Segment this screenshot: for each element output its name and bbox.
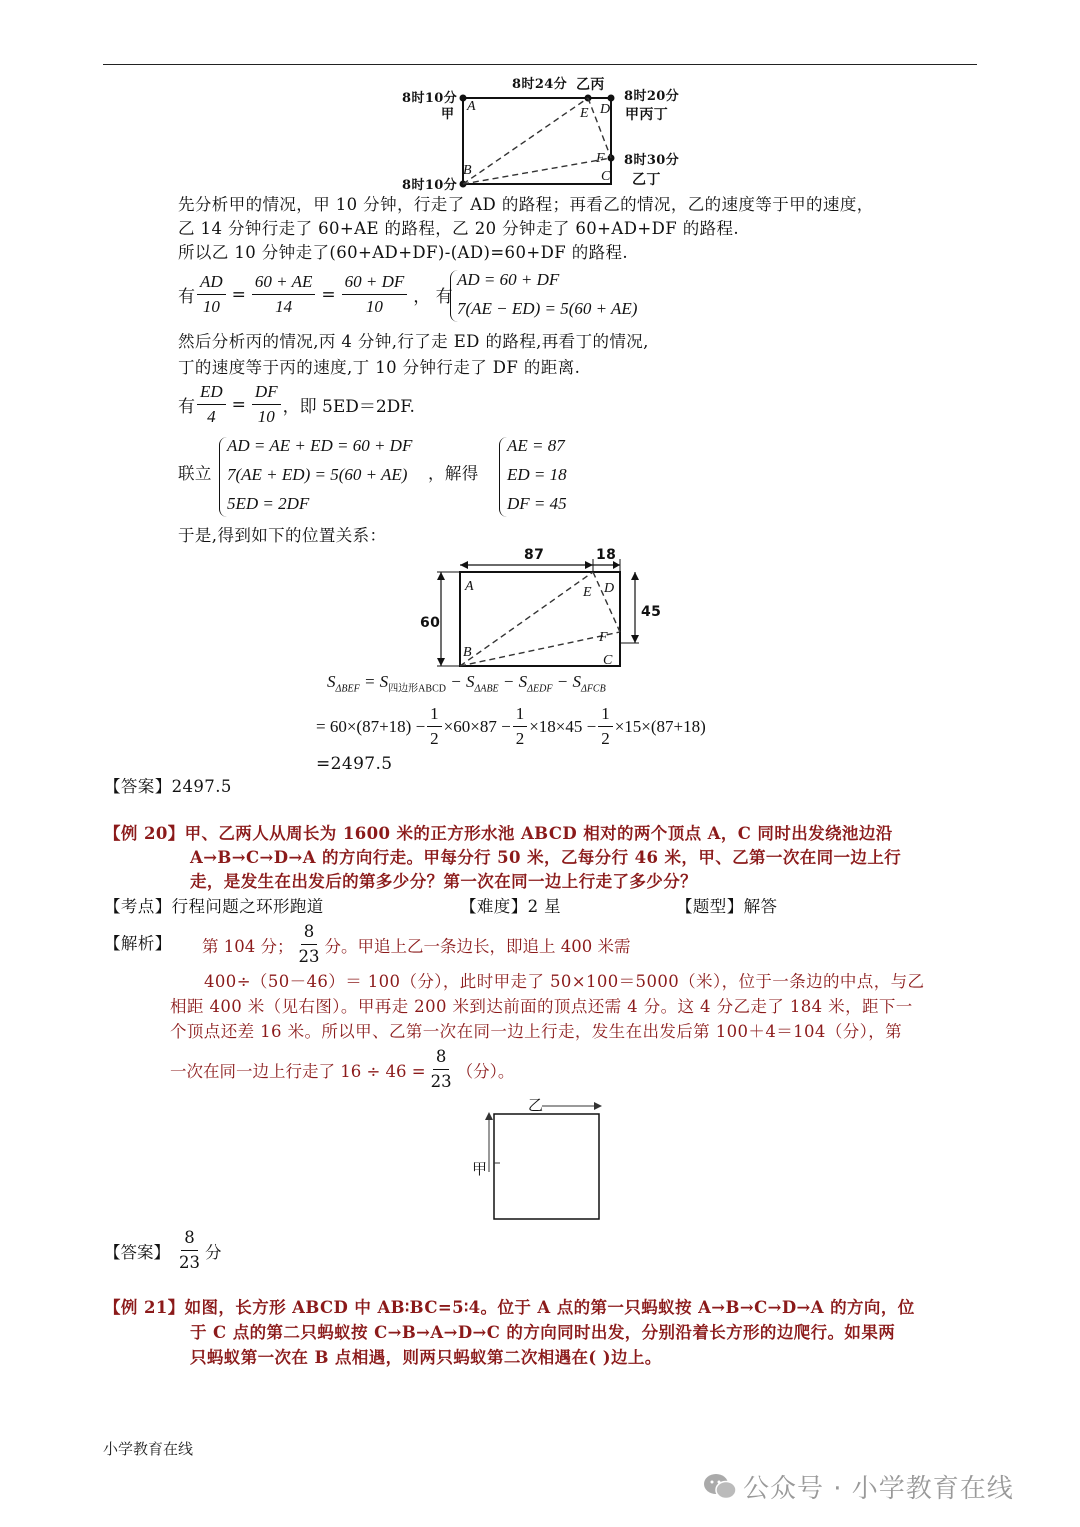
jiexi-line1: 400÷（50－46）＝ 100（分），此时甲走了 50×100＝5000（米），位于一条边的中点，与乙 (204, 972, 925, 991)
ex21-line1 (104, 1297, 915, 1319)
system-1 (457, 265, 637, 323)
dim-18: 18 (596, 547, 617, 563)
frac-num: 8 (433, 1045, 450, 1070)
you-label: 有 (178, 397, 195, 417)
jiexi-head-a: 第 104 分； (202, 936, 294, 956)
frac-num: DF (252, 380, 281, 405)
frac-num: 8 (181, 1226, 198, 1251)
ex21-line2: 于 C 点的第二只蚂蚁按 C→B→A→D→C 的方向同时出发，分别沿着长方形的边爬行。如果两 (190, 1323, 896, 1342)
half-num: 1 (598, 702, 613, 727)
frac-den: 23 (298, 947, 320, 966)
answer-label: 【答案】 (104, 1242, 170, 1262)
area-term-b: ×60×87 − (443, 716, 511, 736)
point-f-2: F (599, 630, 608, 645)
ex20-line3: 走，是发生在出发后的第多少分？第一次在同一边上行走了多少分？ (190, 872, 697, 891)
frac-num: AD (197, 270, 226, 295)
minus-s: − S (502, 672, 528, 691)
time-label-d: 8时20分 (624, 89, 680, 104)
system-2-line2: 7(AE + ED) = 5(60 + AE) (227, 465, 408, 484)
person-label-c: 乙丁 (632, 172, 661, 188)
frac-den: 4 (207, 407, 216, 426)
point-f: F (596, 151, 605, 166)
jiexi-head-b: 分。甲追上乙一条边长，即追上 400 米需 (324, 936, 631, 956)
system-2-line3: 5ED = 2DF (227, 494, 310, 513)
nandu: 【难度】2 星 (460, 897, 562, 916)
half-num: 1 (513, 702, 528, 727)
frac-num: 60 + AE (252, 270, 315, 295)
minus-s: − S (556, 672, 581, 691)
person-label-top: 乙丙 (576, 77, 605, 93)
point-e-2: E (583, 585, 592, 600)
time-label-a: 8时10分 (402, 91, 458, 106)
time-label-b: 8时10分 (402, 178, 458, 193)
para3: 于是,得到如下的位置关系： (178, 526, 387, 545)
area-eq: = S (363, 672, 389, 691)
para1-line2: 乙 14 分钟行走了 60+AE 的路程，乙 20 分钟走了 60+AD+DF 的路程. (178, 219, 740, 238)
result-df: DF = 45 (507, 494, 567, 513)
jiexi-line3: 个顶点还差 16 米。所以甲、乙第一次在同一边上行走，发生在出发后第 100＋4＝104（分），第 (170, 1022, 903, 1041)
top-rule (103, 64, 977, 65)
wechat-icon (703, 1472, 737, 1502)
time-label-f: 8时30分 (624, 153, 680, 168)
you-label-2: ， 有 (413, 287, 453, 307)
area-term-a: = 60×(87+18) − (316, 716, 426, 736)
kaodian: 【考点】行程问题之环形跑道 (104, 897, 324, 916)
point-b-2: B (463, 645, 472, 660)
para2-line1: 然后分析丙的情况,丙 4 分钟,行了走 ED 的路程,再看丁的情况, (178, 332, 649, 351)
point-a: A (467, 99, 476, 114)
sub-edf: ΔEDF (527, 683, 553, 695)
para1-line3: 所以乙 10 分钟走了(60+AD+DF)-(AD)=60+DF 的路程. (178, 243, 629, 262)
example-tag: 【例 20】 (104, 824, 185, 843)
system-2-line1: AD = AE + ED = 60 + DF (227, 436, 413, 455)
jiexi-head (202, 920, 630, 969)
frac-num: 8 (301, 920, 318, 945)
sub-abcd: 四边形ABCD (388, 683, 446, 695)
point-b: B (463, 163, 472, 178)
point-c: C (601, 169, 611, 184)
time-label-top: 8时24分 (512, 77, 568, 92)
equation-ratio: 有 $\frac{AD}{10}$ = $\frac{60 + AE}{14}$ = $\frac{60 + DF}{10}$ ， 有 (178, 270, 453, 319)
ex20-line1 (104, 823, 893, 845)
half-den: 2 (515, 729, 525, 748)
ex20-line2: A→B→C→D→A 的方向行走。甲每分行 50 米，乙每分行 46 米，甲、乙第一次在同一边上行 (190, 848, 902, 867)
answer-label: 【答案】 (104, 777, 172, 796)
jiexi-line4 (170, 1045, 514, 1094)
jiexi-line4b: （分）。 (456, 1061, 515, 1081)
diagram-rectangle-dimensions (415, 545, 675, 675)
frac-den: 14 (275, 297, 293, 316)
half-den: 2 (601, 729, 610, 748)
answer1 (104, 776, 232, 798)
half-num: 1 (427, 702, 442, 727)
result-ed: ED = 18 (507, 465, 567, 484)
point-e: E (580, 106, 589, 121)
watermark: 公众号 · 小学教育在线 (743, 1474, 1014, 1504)
person-label-a: 甲 (441, 107, 455, 122)
ex21-text1: 如图，长方形 ABCD 中 AB∶BC=5∶4。位于 A 点的第一只蚂蚁按 A→B→C→D→A 的方向，位 (184, 1298, 915, 1317)
answer-unit: 分 (205, 1242, 222, 1262)
dim-45: 45 (641, 604, 662, 620)
jiede-label: ，解得 (428, 464, 479, 483)
area-line1 (327, 672, 606, 694)
sub-bef: ΔBEF (335, 683, 360, 695)
sub-fcb: ΔFCB (580, 683, 606, 695)
point-d: D (600, 102, 611, 117)
area-line2 (316, 702, 706, 751)
answer2 (104, 1226, 222, 1275)
you-label: 有 (178, 287, 195, 307)
dim-60: 60 (420, 615, 441, 631)
jiexi-line4a: 一次在同一边上行走了 16 ÷ 46 = (170, 1061, 426, 1081)
point-d-2: D (604, 581, 615, 596)
label-jia: 甲 (472, 1160, 488, 1178)
answer-value: 2497.5 (171, 777, 232, 796)
footer: 小学教育在线 (103, 1440, 194, 1458)
area-term-c: ×18×45 − (529, 716, 597, 736)
equation-ed-df: 有 $\frac{ED}{4}$ = $\frac{DF}{10}$ ，即 5ED＝2DF. (178, 380, 415, 429)
area-term-d: ×15×(87+18) (614, 716, 706, 736)
ex21-line3: 只蚂蚁第一次在 B 点相遇，则两只蚂蚁第二次相遇在( )边上。 (190, 1348, 662, 1367)
dim-87: 87 (524, 547, 545, 563)
system-2 (227, 431, 412, 518)
point-c-2: C (603, 653, 613, 668)
sub-abe: ΔABE (474, 683, 499, 695)
point-a-2: A (465, 579, 474, 594)
frac-num: 60 + DF (342, 270, 408, 295)
ex20-text1: 甲、乙两人从周长为 1600 米的正方形水池 ABCD 相对的两个顶点 A，C 同时出发绕池边沿 (184, 824, 893, 843)
half-den: 2 (430, 729, 439, 748)
frac-den: 10 (257, 407, 275, 426)
jiexi-label: 【解析】 (104, 934, 172, 953)
lianli-label: 联立 (178, 464, 212, 483)
result-ae: AE = 87 (507, 436, 565, 455)
area-s: S (327, 672, 336, 691)
eq2-tail: ，即 5ED＝2DF. (282, 397, 415, 417)
label-yi: 乙 (528, 1096, 544, 1114)
area-result: =2497.5 (316, 754, 393, 774)
example-tag: 【例 21】 (104, 1298, 185, 1317)
system-3 (507, 431, 567, 518)
frac-num: ED (197, 380, 226, 405)
system-1-line1: AD = 60 + DF (457, 270, 560, 289)
para1-line1: 先分析甲的情况，甲 10 分钟，行走了 AD 的路程；再看乙的情况，乙的速度等于甲的速度， (178, 195, 874, 214)
frac-den: 23 (179, 1253, 200, 1272)
minus-s: − S (450, 672, 475, 691)
para2-line2: 丁的速度等于丙的速度,丁 10 分钟行走了 DF 的距离. (178, 358, 581, 377)
frac-den: 10 (365, 297, 383, 316)
frac-den: 23 (430, 1072, 452, 1091)
jiexi-line2: 相距 400 米（见右图）。甲再走 200 米到达前面的顶点还需 4 分。这 4 分乙走了 184 米，距下一 (170, 997, 913, 1016)
tixing: 【题型】解答 (676, 897, 778, 916)
person-label-d: 甲丙丁 (625, 107, 669, 123)
system-1-line2: 7(AE − ED) = 5(60 + AE) (457, 299, 638, 318)
frac-den: 10 (202, 297, 220, 316)
